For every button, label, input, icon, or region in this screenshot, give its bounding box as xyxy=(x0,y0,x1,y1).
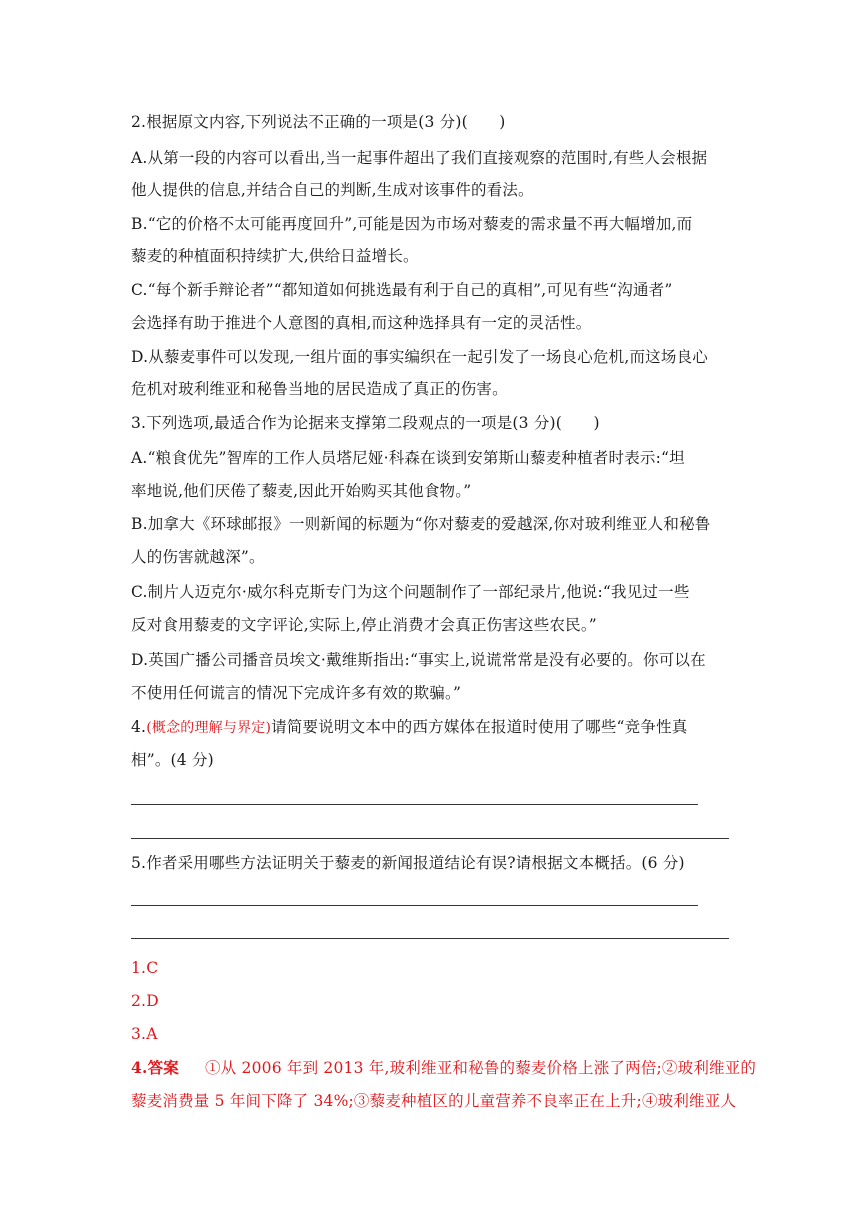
q3-option-a-line1: A.“粮食优先”智库的工作人员塔尼娅·科森在谈到安第斯山藜麦种植者时表示:“坦 xyxy=(131,449,685,467)
q3-option-a-line2: 率地说,他们厌倦了藜麦,因此开始购买其他食物。” xyxy=(131,482,472,500)
q4-answer-line-2[interactable] xyxy=(131,838,729,839)
answer-1: 1.C xyxy=(131,959,159,977)
q3-option-d-line2: 不使用任何谎言的情况下完成许多有效的欺骗。” xyxy=(131,684,462,702)
q2-option-d-line1: D.从藜麦事件可以发现,一组片面的事实编织在一起引发了一场良心危机,而这场良心 xyxy=(131,348,708,366)
q5-answer-line-2[interactable] xyxy=(131,938,729,939)
q5-answer-line-1[interactable] xyxy=(131,905,698,906)
q3-stem: 3.下列选项,最适合作为论据来支撑第二段观点的一项是(3 分)( ) xyxy=(131,414,600,432)
q5-stem: 5.作者采用哪些方法证明关于藜麦的新闻报道结论有误?请根据文本概括。(6 分) xyxy=(131,854,685,872)
q2-option-c-line1: C.“每个新手辩论者”“都知道如何挑选最有利于自己的真相”,可见有些“沟通者” xyxy=(131,281,673,299)
q3-option-c-line2: 反对食用藜麦的文字评论,实际上,停止消费才会真正伤害这些农民。” xyxy=(131,616,597,634)
q2-stem: 2.根据原文内容,下列说法不正确的一项是(3 分)( ) xyxy=(131,113,506,131)
q3-option-b-line1: B.加拿大《环球邮报》一则新闻的标题为“你对藜麦的爱越深,你对玻利维亚人和秘鲁 xyxy=(131,515,711,533)
q2-option-c-line2: 会选择有助于推进个人意图的真相,而这种选择具有一定的灵活性。 xyxy=(131,314,592,332)
answer-2: 2.D xyxy=(131,992,159,1010)
q2-option-b-line1: B.“它的价格不太可能再度回升”,可能是因为市场对藜麦的需求量不再大幅增加,而 xyxy=(131,215,693,233)
answer-4-line2: 藜麦消费量 5 年间下降了 34%;③藜麦种植区的儿童营养不良率正在上升;④玻利维亚人 xyxy=(131,1092,737,1110)
q4-stem-line2: 相”。(4 分) xyxy=(131,751,214,769)
answer-4-text: ①从 2006 年到 2013 年,玻利维亚和秘鲁的藜麦价格上涨了两倍;②玻利维亚的 xyxy=(204,1059,757,1077)
q4-stem-text: 请简要说明文本中的西方媒体在报道时使用了哪些“竞争性真 xyxy=(271,718,688,736)
q2-option-a-line1: A.从第一段的内容可以看出,当一起事件超出了我们直接观察的范围时,有些人会根据 xyxy=(131,149,708,167)
answer-4-label: 4.答案 xyxy=(131,1058,179,1077)
answer-3: 3.A xyxy=(131,1025,158,1043)
q3-option-b-line2: 人的伤害就越深”。 xyxy=(131,548,265,566)
answer-4-line1 xyxy=(131,1058,756,1078)
q4-stem-line1 xyxy=(131,717,687,738)
q4-answer-line-1[interactable] xyxy=(131,804,698,805)
q2-option-d-line2: 危机对玻利维亚和秘鲁当地的居民造成了真正的伤害。 xyxy=(131,380,508,398)
q2-option-b-line2: 藜麦的种植面积持续扩大,供给日益增长。 xyxy=(131,247,419,265)
q3-option-d-line1: D.英国广播公司播音员埃文·戴维斯指出:“事实上,说谎常常是没有必要的。你可以在 xyxy=(131,651,706,669)
q3-option-c-line1: C.制片人迈克尔·威尔科克斯专门为这个问题制作了一部纪录片,他说:“我见过一些 xyxy=(131,583,690,601)
q4-hint: (概念的理解与界定) xyxy=(146,720,272,736)
q4-number: 4. xyxy=(131,718,147,736)
q2-option-a-line2: 他人提供的信息,并结合自己的判断,生成对该事件的看法。 xyxy=(131,181,534,199)
